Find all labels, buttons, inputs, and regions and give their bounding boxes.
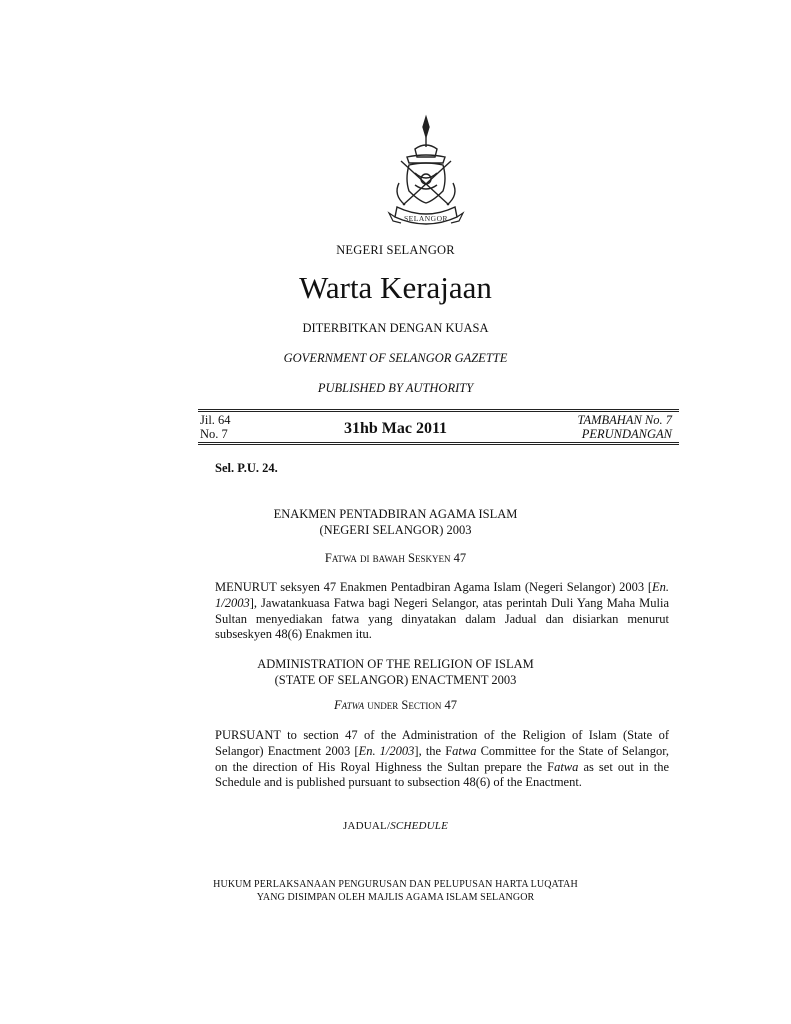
- schedule-heading: [0, 820, 791, 832]
- schedule-title-line-1: HUKUM PERLAKSANAAN PENGURUSAN DAN PELUPUSAN HARTA LUQATAH: [213, 879, 578, 890]
- supplement-info: [577, 413, 672, 441]
- selangor-crest-icon: [385, 113, 467, 238]
- malay-paragraph: [215, 580, 669, 643]
- government-gazette-english: GOVERNMENT OF SELANGOR GAZETTE: [283, 351, 508, 365]
- english-para-text-2: ], the F: [414, 743, 453, 758]
- english-sub-fatwa: Fatwa: [334, 698, 365, 712]
- supplement-type: PERUNDANGAN: [581, 427, 672, 441]
- english-sub-section-number: 47: [444, 698, 457, 712]
- malay-subheading: [0, 551, 791, 566]
- malay-enactment-title: [0, 506, 791, 538]
- malay-sub-fatwa: Fatwa di bawah Seskyen: [324, 551, 451, 565]
- header-rule-bottom: [198, 442, 679, 443]
- gazette-title: Warta Kerajaan: [299, 270, 492, 305]
- english-title-line-2: (STATE OF SELANGOR) ENACTMENT 2003: [274, 673, 517, 687]
- malay-para-text-2: ], Jawatankuasa Fatwa bagi Negeri Selangor, atas perintah Duli Yang Maha Mulia Sultan menyediakan fatwa yang dinyatakan dalam Jadual dan disiarkan menurut subseskyen 48(6) Enakmen itu.: [215, 595, 669, 642]
- english-para-fatwa-1: atwa: [452, 743, 477, 758]
- schedule-title: [0, 879, 791, 904]
- malay-para-text-1: MENURUT seksyen 47 Enakmen Pentadbiran Agama Islam (Negeri Selangor) 2003 [: [215, 580, 652, 594]
- english-enactment-title: [0, 656, 791, 688]
- malay-para-enactment-ref: En. 1/2003: [215, 580, 669, 610]
- issue-number: No. 7: [200, 427, 228, 441]
- crest-ribbon-text: SELANGOR: [403, 214, 449, 223]
- english-para-enactment-ref: En. 1/2003: [358, 743, 415, 758]
- english-subheading: [0, 698, 791, 713]
- header-rule-top: [198, 409, 679, 410]
- issue-date: 31hb Mac 2011: [343, 420, 448, 437]
- published-by-authority-malay: DITERBITKAN DENGAN KUASA: [302, 321, 489, 335]
- english-paragraph: [215, 728, 669, 791]
- supplement-number: TAMBAHAN No. 7: [577, 413, 672, 427]
- english-sub-under-section: under Section: [367, 698, 442, 712]
- published-by-authority-english: PUBLISHED BY AUTHORITY: [317, 381, 474, 395]
- state-name: NEGERI SELANGOR: [336, 243, 455, 257]
- notice-reference: Sel. P.U. 24.: [215, 461, 278, 475]
- english-para-text-1: PURSUANT to section 47 of the Administration of the Religion of Islam (State of Selangor) Enactment 2003 [: [215, 728, 669, 758]
- malay-title-line-1: ENAKMEN PENTADBIRAN AGAMA ISLAM: [273, 507, 518, 521]
- schedule-title-line-2: YANG DISIMPAN OLEH MAJLIS AGAMA ISLAM SELANGOR: [256, 891, 535, 903]
- header-rule-bottom-2: [198, 444, 679, 445]
- header-rule-top-2: [198, 411, 679, 412]
- malay-title-line-2: (NEGERI SELANGOR) 2003: [319, 523, 472, 537]
- schedule-english: SCHEDULE: [390, 820, 449, 832]
- english-para-fatwa-2: atwa: [554, 759, 579, 774]
- english-title-line-1: ADMINISTRATION OF THE RELIGION OF ISLAM: [257, 657, 534, 671]
- schedule-malay: JADUAL/: [342, 820, 391, 832]
- english-para-text-4: as set out in the Schedule and is published pursuant to subsection 48(6) of the Enactment.: [215, 759, 669, 790]
- volume: Jil. 64: [200, 413, 231, 427]
- english-para-text-3: Committee for the State of Selangor, on the direction of His Royal Highness the Sultan prepare the F: [215, 743, 670, 774]
- malay-sub-section-number: 47: [453, 551, 467, 565]
